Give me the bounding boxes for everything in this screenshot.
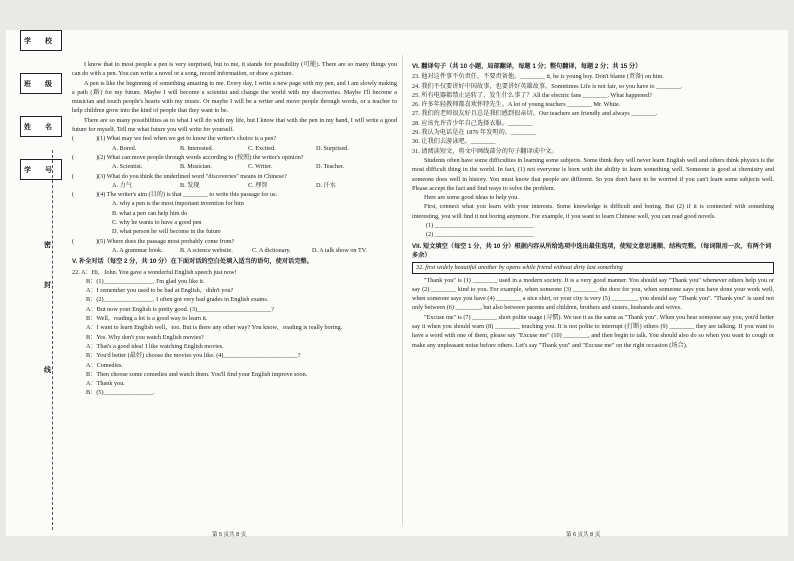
question-1: ( )(1) What may we feel when we get to know the writer's choice is a pen? <box>72 135 277 143</box>
q31-paragraph: Students often have some difficulties in learning some subjects. Some think they will never learn English well and others think physics is the most difficult thing in the world. In fact, (1) not everyone is born with the ability to learn something well. Someone is good at chemistry and someone does well in history. You must know that people are different. So you don't have to be worried if you can't learn some subjects well. Please accept the fact and find ways to solve the problem. <box>412 156 774 192</box>
q4-option: D. what person he will become in the future <box>112 228 221 236</box>
question-5-options: A. A grammar book. B. A science website. C. A dictionary. D. A talk show on TV. <box>112 246 367 254</box>
seal-line <box>52 150 53 530</box>
question-3: ( )(3) What do you think the underlined word "discoveries" means in Chinese? <box>72 172 287 180</box>
seal-mark: 封 <box>44 282 51 289</box>
section-v-heading: V. 补全对话（每空 2 分，共 10 分）在下面对话的空白处填入适当的语句，使对话完整。 <box>72 258 313 266</box>
dialog-line: B：You'd better (最好) choose the movies you like. (4)________________________? <box>86 352 301 360</box>
school-label: 学 校 <box>20 30 62 51</box>
question-5: ( )(5) Where does the passage most probably come from? <box>72 237 235 245</box>
q4-option: C. why he wants to have a good pen <box>112 219 202 227</box>
dialog-line: B：Yes. Why don't you watch English movies? <box>86 333 204 341</box>
q32-paragraph: "Thank you" is (1) ________ used in a modern society. It is a very good manner. You should say "Thank you" whenever others help you or say (2) ________ kind to you. For example, when someone (3) ________ the door for you, when someone says you have done your work well, when someone says you have (4) ________ a nice shirt, or your city is very (5) ________, you should say "Thank you". "Thank you" is used not only between (6) ________, but also between parents and children, brothers and sisters, husbands and wives. <box>412 276 774 312</box>
q4-option: B. what a pen can help him do <box>112 209 188 217</box>
page-number-left: 第 5 页共 8 页 <box>212 532 247 538</box>
translation-item: 28. 应该允许青少年自己选择衣服。________ <box>412 119 533 127</box>
q32-paragraph: "Excuse me" is (7) ________ short polite usage (习惯). We use it as the same as "Thank you". When you hear someone say you, you'd better say it when you should warn (8) ________ touching you. It is not polite to interrupt (打断) others (9) ________ they are talking. If you want to have a word with one of them, please say "Excuse me" (10) ________, and then begin to talk. You should also do so when you want to cough or make any unpleasant noise before others. Let's say "Thank you" and "Excuse me" on the right occasion (场合). <box>412 313 774 349</box>
dialog-line: A：I remember you used to be bad at English，didn't you? <box>86 287 234 295</box>
question-1-options: A. Bored. B. Interested. C. Excited. D. Surprised. <box>112 144 349 152</box>
passage-paragraph: There are so many possibilities as to what I will do with my life, but I know that with the pen in my hand, I will write a good future for myself. Tell me what future you will write for yourself. <box>72 116 397 134</box>
left-page <box>72 60 397 398</box>
word-box: 32. first widely beautiful another by opens while friend without dirty last something <box>412 262 774 273</box>
dialog-line: B：(1)________________. I'm glad you like it. <box>86 277 205 285</box>
seal-mark: 密 <box>44 242 51 249</box>
translation-item: 24. 我们不仅要讲好中国故事，也要讲好英雄故事。Sometimes Life is not fair, so you have to ________. <box>412 82 683 90</box>
dialog-line: B：Then choose some comedies and watch them. You'll find your English improve soon. <box>86 370 308 378</box>
page-number-right: 第 6 页共 8 页 <box>566 532 601 538</box>
q31-answer-line: (1) ________________________________ <box>426 222 534 230</box>
dialog-line: A：Comedies. <box>86 361 123 369</box>
dialog-line: A：Thank you. <box>86 380 125 388</box>
question-2: ( )(2) What can move people through words according to (按照) the writer's opinion? <box>72 153 304 161</box>
q31-answer-line: (2) ________________________________ <box>426 231 534 239</box>
section-vi-heading: VI. 翻译句子（共 10 小题，局部翻译，每题 1 分；整句翻译，每题 2 分；共 15 分） <box>412 63 642 70</box>
page-divider <box>402 55 403 525</box>
question-31-heading: 31. 请阅读短文，将文中画线部分的句子翻译成中文。 <box>412 147 558 155</box>
question-3-options: A. 力气 B. 发现 C. 理智 D. 汗水 <box>112 181 336 189</box>
class-label: 班 级 <box>20 73 62 94</box>
dialog-line: B：(2)________________. I often got very bad grades in English exams. <box>86 296 269 304</box>
dialog-line: B：Well，reading a lot is a good way to learn it. <box>86 315 208 323</box>
seal-mark: 线 <box>44 367 51 374</box>
translation-item: 29. 我认为电话是在 1876 年发明的。________ <box>412 129 536 137</box>
dialog-line: A：I want to learn English well，too. But is there any other way? You know，reading is really boring. <box>86 324 343 332</box>
translation-item: 25. 所有电器都禁止运转了，发生什么事了？All the electric fans ________. What happened? <box>412 91 652 99</box>
translation-item: 23. 他对这件事不负责任，不要责备他。________ it, he is young boy. Don't blame (责备) on him. <box>412 73 664 81</box>
student-info-margin <box>20 30 62 180</box>
translation-item: 26. 许多年轻教师都喜欢怀特先生。A lot of young teachers ________ Mr. White. <box>412 101 621 109</box>
translation-item: 30. 让我们去游泳吧。________ <box>412 138 496 146</box>
translation-item: 27. 我们的老师很友好且总是我们感到很亲切。Our teachers are friendly and always ________. <box>412 110 658 118</box>
right-page <box>412 60 774 350</box>
dialog-line: A：That's a good idea! I like watching English movies. <box>86 342 224 350</box>
dialog-line: A：But now your English is pretty good. (3)________________________? <box>86 305 275 313</box>
q4-option: A. why a pen is the most important invention for him <box>112 200 244 208</box>
question-4: ( )(4) The writer's aim (目的) is that ________ to write this passage for us. <box>72 191 278 199</box>
question-2-options: A. Scientist. B. Musician. C. Writer. D. Teacher. <box>112 163 345 171</box>
student-id-label: 学 号 <box>20 159 62 180</box>
passage-paragraph: A pen is like the beginning of something amazing to me. Every day, I write a new page with my pen, and I am slowly making a path (路) for my future. Maybe I will become a scientist and change the world with my discoveries. Maybe I'll become a musician and touch people's hearts with my music. Or maybe I will be a writer and move people through words, or a teacher to help children grow into the kind of people that they want to be. <box>72 79 397 115</box>
name-label: 姓 名 <box>20 116 62 137</box>
q31-paragraph: First, connect what you learn with your interests. Some knowledge is difficult and boring. But (2) if it is connected with something interesting, you will find it not boring anymore. For example, if you want to learn Chinese well, you can read good novels. <box>412 203 774 220</box>
q31-paragraph: Here are some good ideas to help you. <box>424 194 519 202</box>
section-vii-heading: VII. 短文填空（每空 1 分，共 10 分）根据内容从所给选项中选出最佳选项，使短文意思通顺、结构完整。（每词限用一次，有两个词多余） <box>412 242 772 259</box>
dialog-line: 22. A：Hi，John. You gave a wonderful English speech just now! <box>72 268 237 276</box>
passage-paragraph: I know that to most people a pen is very surprised, but to me, it stands for possibility (可能). There are so many things you can do with a pen. You can write a novel or a song, record information, or draw a picture. <box>72 61 397 78</box>
dialog-line: B：(5)________________. <box>86 389 155 397</box>
